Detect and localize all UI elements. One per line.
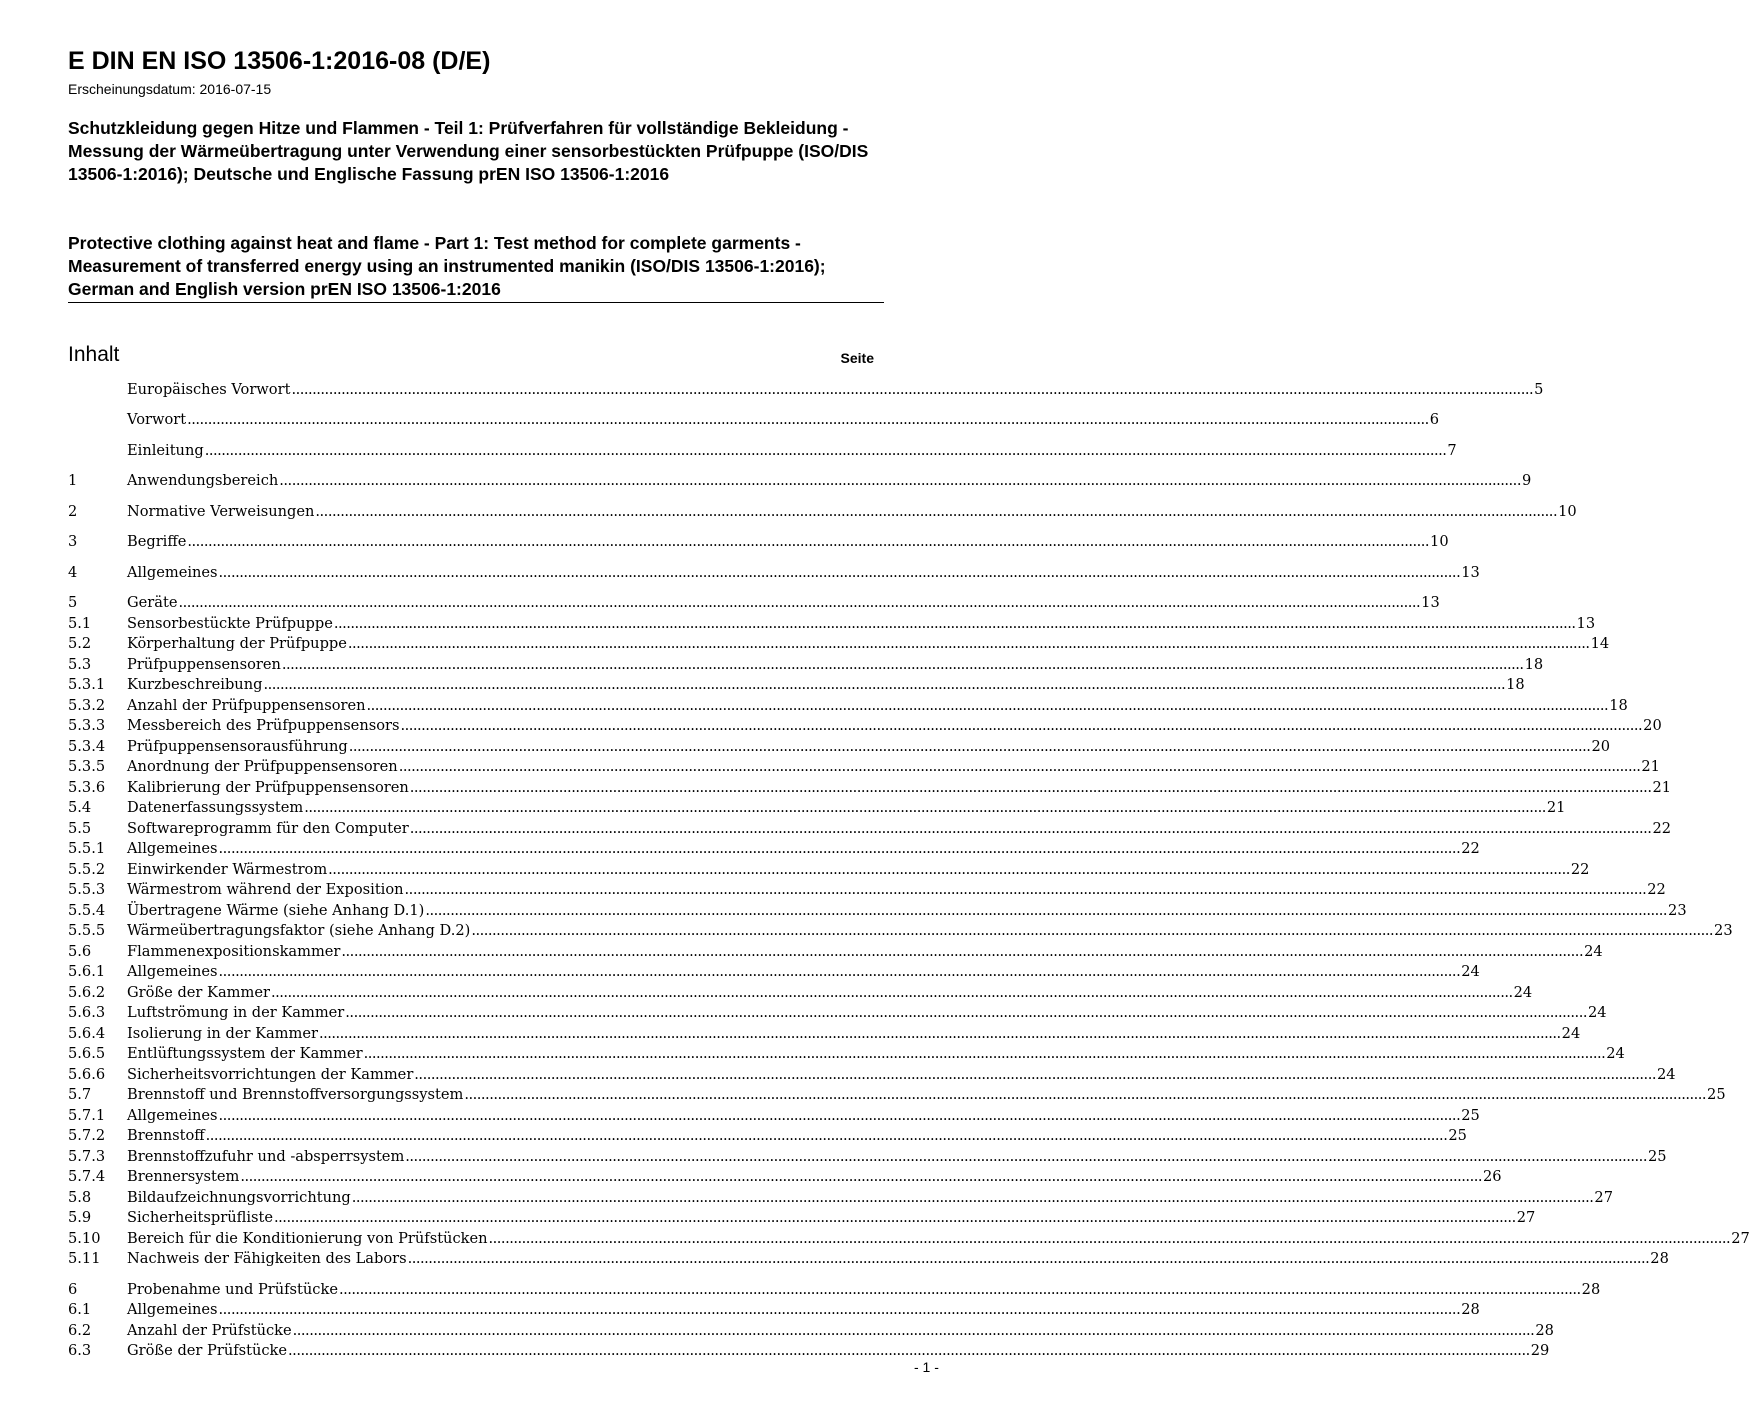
toc-entry-title: Anzahl der Prüfpuppensensoren xyxy=(127,697,366,714)
toc-entry-page: 18 xyxy=(1506,676,1525,693)
toc-entry-title: Größe der Kammer xyxy=(127,984,270,1001)
toc-entry-page: 20 xyxy=(1591,738,1611,755)
toc-entry[interactable] xyxy=(68,1341,1550,1361)
toc-entry-title: Allgemeines xyxy=(127,1107,218,1124)
toc-entry-title: Sensorbestückte Prüfpuppe xyxy=(127,615,333,632)
toc-entry-number: 5.1 xyxy=(68,615,92,632)
toc-entry-number: 5.5.4 xyxy=(68,902,106,919)
toc-entry-title: Allgemeines xyxy=(127,1301,218,1318)
toc-entry-page: 21 xyxy=(1652,779,1672,796)
toc-entry-title: Messbereich des Prüfpuppensensors xyxy=(127,717,400,734)
toc-entry-page: 24 xyxy=(1561,1025,1581,1042)
toc-entry-title: Europäisches Vorwort xyxy=(127,381,291,398)
toc-entry-title: Isolierung in der Kammer xyxy=(127,1025,318,1042)
toc-entry[interactable] xyxy=(68,563,1480,583)
toc-dot-leader: ............................................................................................................................................................................................................................................................................................................ xyxy=(270,984,1513,1001)
toc-entry-title: Wärmestrom während der Exposition xyxy=(127,881,404,898)
subtitle-german: Schutzkleidung gegen Hitze und Flammen - Teil 1: Prüfverfahren für vollständige Bekleidung - Messung der Wärmeübertragung unter Verwendung einer sensorbestückten Prüfpuppe (ISO/DIS 13506-1:2016); Deutsche und Englische Fassung prEN ISO 13506-1:2016 xyxy=(68,118,869,184)
toc-entry-page: 20 xyxy=(1643,717,1662,734)
toc-entry-page: 22 xyxy=(1652,820,1672,837)
toc-entry-page: 21 xyxy=(1641,758,1660,775)
toc-dot-leader: ............................................................................................................................................................................................................................................................................................................ xyxy=(328,861,1570,878)
toc-entry-page: 29 xyxy=(1530,1342,1550,1359)
toc-entry[interactable] xyxy=(68,819,1672,839)
toc-dot-leader: ............................................................................................................................................................................................................................................................................................................ xyxy=(407,1250,1650,1267)
toc-dot-leader: ............................................................................................................................................................................................................................................................................................................ xyxy=(218,1107,1461,1124)
toc-entry-title: Luftströmung in der Kammer xyxy=(127,1004,345,1021)
toc-entry-number: 5.7.4 xyxy=(68,1168,106,1185)
toc-entry-title: Kurzbeschreibung xyxy=(127,676,263,693)
toc-entry-title: Kalibrierung der Prüfpuppensensoren xyxy=(127,779,409,796)
toc-dot-leader: ............................................................................................................................................................................................................................................................................................................ xyxy=(218,1301,1461,1318)
toc-dot-leader: ............................................................................................................................................................................................................................................................................................................ xyxy=(274,1209,1516,1226)
toc-entry[interactable] xyxy=(68,921,1733,941)
toc-entry-number: 5.5.2 xyxy=(68,861,106,878)
toc-entry-page: 28 xyxy=(1581,1281,1601,1298)
toc-entry-title: Größe der Prüfstücke xyxy=(127,1342,288,1359)
toc-entry-title: Brennstoff und Brennstoffversorgungssystem xyxy=(127,1086,464,1103)
toc-entry[interactable] xyxy=(68,696,1628,716)
toc-entry-page: 22 xyxy=(1647,881,1666,898)
toc-entry-number: 5.3.3 xyxy=(68,717,106,734)
toc-dot-leader: ............................................................................................................................................................................................................................................................................................................ xyxy=(205,1127,1448,1144)
toc-dot-leader: ............................................................................................................................................................................................................................................................................................................ xyxy=(292,1322,1535,1339)
toc-entry-number: 5.8 xyxy=(68,1189,92,1206)
toc-entry-page: 14 xyxy=(1590,635,1610,652)
toc-dot-leader: ............................................................................................................................................................................................................................................................................................................ xyxy=(318,1025,1561,1042)
toc-entry[interactable] xyxy=(68,1065,1676,1085)
toc-dot-leader: ............................................................................................................................................................................................................................................................................................................ xyxy=(409,820,1652,837)
toc-entry[interactable] xyxy=(68,634,1610,654)
toc-entry-page: 7 xyxy=(1447,442,1457,459)
toc-dot-leader: ............................................................................................................................................................................................................................................................................................................ xyxy=(279,472,1521,489)
toc-entry[interactable] xyxy=(68,1280,1601,1300)
toc-entry-page: 23 xyxy=(1714,922,1733,939)
toc-entry-number: 2 xyxy=(68,503,78,520)
toc-entry[interactable] xyxy=(68,1321,1554,1341)
toc-entry[interactable] xyxy=(68,839,1480,859)
toc-dot-leader: ............................................................................................................................................................................................................................................................................................................ xyxy=(348,738,1591,755)
toc-dot-leader: ............................................................................................................................................................................................................................................................................................................ xyxy=(315,503,1558,520)
toc-dot-leader: ............................................................................................................................................................................................................................................................................................................ xyxy=(363,1045,1606,1062)
toc-dot-leader: ............................................................................................................................................................................................................................................................................................................ xyxy=(281,656,1524,673)
toc-entry[interactable] xyxy=(68,614,1596,634)
toc-entry-page: 18 xyxy=(1609,697,1628,714)
toc-entry-number: 5.10 xyxy=(68,1230,101,1247)
document-title: E DIN EN ISO 13506-1:2016-08 (D/E) xyxy=(68,47,491,75)
toc-entry-page: 25 xyxy=(1448,1127,1467,1144)
toc-entry-number: 3 xyxy=(68,533,78,550)
toc-entry-number: 5.5.1 xyxy=(68,840,106,857)
toc-entry-page: 28 xyxy=(1650,1250,1669,1267)
toc-entry-page: 13 xyxy=(1421,594,1440,611)
toc-entry-title: Anzahl der Prüfstücke xyxy=(127,1322,292,1339)
toc-dot-leader: ............................................................................................................................................................................................................................................................................................................ xyxy=(218,963,1461,980)
toc-dot-leader: ............................................................................................................................................................................................................................................................................................................ xyxy=(178,594,1421,611)
toc-entry-page: 27 xyxy=(1594,1189,1613,1206)
toc-entry-title: Datenerfassungssystem xyxy=(127,799,304,816)
toc-dot-leader: ............................................................................................................................................................................................................................................................................................................ xyxy=(400,717,1643,734)
toc-entry-title: Wärmeübertragungsfaktor (siehe Anhang D.2) xyxy=(127,922,471,939)
toc-entry-title: Sicherheitsvorrichtungen der Kammer xyxy=(127,1066,414,1083)
toc-entry-number: 6 xyxy=(68,1281,78,1298)
toc-dot-leader: ............................................................................................................................................................................................................................................................................................................ xyxy=(341,943,1584,960)
toc-dot-leader: ............................................................................................................................................................................................................................................................................................................ xyxy=(187,533,1430,550)
toc-entry[interactable] xyxy=(68,1085,1726,1105)
toc-dot-leader: ............................................................................................................................................................................................................................................................................................................ xyxy=(345,1004,1587,1021)
toc-dot-leader: ............................................................................................................................................................................................................................................................................................................ xyxy=(187,411,1429,428)
toc-entry[interactable] xyxy=(68,532,1449,552)
toc-entry[interactable] xyxy=(68,1167,1502,1187)
toc-entry[interactable] xyxy=(68,860,1590,880)
toc-entry-page: 24 xyxy=(1606,1045,1625,1062)
toc-entry-number: 5.7.1 xyxy=(68,1107,106,1124)
toc-entry-number: 5.3.2 xyxy=(68,697,106,714)
toc-entry-page: 28 xyxy=(1461,1301,1480,1318)
toc-entry[interactable] xyxy=(68,410,1440,430)
toc-dot-leader: ............................................................................................................................................................................................................................................................................................................ xyxy=(291,381,1534,398)
toc-dot-leader: ............................................................................................................................................................................................................................................................................................................ xyxy=(338,1281,1581,1298)
toc-entry-page: 24 xyxy=(1461,963,1480,980)
toc-dot-leader: ............................................................................................................................................................................................................................................................................................................ xyxy=(218,840,1461,857)
toc-entry[interactable] xyxy=(68,675,1525,695)
toc-dot-leader: ............................................................................................................................................................................................................................................................................................................ xyxy=(366,697,1609,714)
toc-entry-page: 23 xyxy=(1668,902,1687,919)
toc-entry-number: 5.3 xyxy=(68,656,92,673)
toc-dot-leader: ............................................................................................................................................................................................................................................................................................................ xyxy=(404,881,1647,898)
toc-entry[interactable] xyxy=(68,1188,1613,1208)
toc-dot-leader: ............................................................................................................................................................................................................................................................................................................ xyxy=(347,635,1590,652)
toc-entry-number: 5.7 xyxy=(68,1086,92,1103)
toc-entry[interactable] xyxy=(68,471,1532,491)
toc-entry[interactable] xyxy=(68,1208,1536,1228)
toc-entry-number: 5.6.5 xyxy=(68,1045,106,1062)
toc-entry-number: 5.3.6 xyxy=(68,779,106,796)
toc-entry-number: 5.5 xyxy=(68,820,92,837)
toc-entry-number: 5 xyxy=(68,594,78,611)
toc-entry-number: 5.9 xyxy=(68,1209,92,1226)
toc-entry[interactable] xyxy=(68,1024,1581,1044)
toc-entry-number: 5.5.5 xyxy=(68,922,106,939)
toc-entry-page: 13 xyxy=(1576,615,1596,632)
toc-entry-title: Bereich für die Konditionierung von Prüfstücken xyxy=(127,1230,488,1247)
toc-entry-title: Flammenexpositionskammer xyxy=(127,943,341,960)
toc-entry[interactable] xyxy=(68,778,1672,798)
toc-dot-leader: ............................................................................................................................................................................................................................................................................................................ xyxy=(218,564,1461,581)
toc-entry-page: 9 xyxy=(1521,472,1532,489)
toc-entry-page: 24 xyxy=(1513,984,1533,1001)
toc-entry-page: 26 xyxy=(1483,1168,1502,1185)
toc-dot-leader: ............................................................................................................................................................................................................................................................................................................ xyxy=(304,799,1546,816)
toc-dot-leader: ............................................................................................................................................................................................................................................................................................................ xyxy=(333,615,1576,632)
toc-dot-leader: ............................................................................................................................................................................................................................................................................................................ xyxy=(488,1230,1731,1247)
toc-entry-title: Brennersystem xyxy=(127,1168,240,1185)
toc-entry-number: 5.3.4 xyxy=(68,738,106,755)
toc-entry-title: Bildaufzeichnungsvorrichtung xyxy=(127,1189,351,1206)
toc-entry[interactable] xyxy=(68,1229,1750,1249)
toc-entry-page: 25 xyxy=(1707,1086,1726,1103)
toc-dot-leader: ............................................................................................................................................................................................................................................................................................................ xyxy=(351,1189,1594,1206)
toc-entry-page: 27 xyxy=(1731,1230,1750,1247)
toc-entry-number: 5.6.1 xyxy=(68,963,106,980)
toc-dot-leader: ............................................................................................................................................................................................................................................................................................................ xyxy=(425,902,1668,919)
toc-entry-title: Körperhaltung der Prüfpuppe xyxy=(127,635,347,652)
toc-entry[interactable] xyxy=(68,1106,1480,1126)
toc-dot-leader: ............................................................................................................................................................................................................................................................................................................ xyxy=(263,676,1506,693)
toc-entry-title: Softwareprogramm für den Computer xyxy=(127,820,409,837)
toc-entry-number: 5.7.3 xyxy=(68,1148,106,1165)
toc-entry-number: 5.6.2 xyxy=(68,984,106,1001)
toc-entry-title: Entlüftungssystem der Kammer xyxy=(127,1045,363,1062)
toc-entry-page: 25 xyxy=(1461,1107,1480,1124)
toc-entry[interactable] xyxy=(68,716,1662,736)
toc-entry-title: Prüfpuppensensorausführung xyxy=(127,738,348,755)
toc-entry-page: 22 xyxy=(1461,840,1480,857)
toc-entry[interactable] xyxy=(68,1249,1669,1269)
toc-entry-page: 13 xyxy=(1461,564,1480,581)
toc-entry-page: 24 xyxy=(1656,1066,1676,1083)
toc-entry[interactable] xyxy=(68,1147,1667,1167)
toc-entry-page: 24 xyxy=(1584,943,1603,960)
toc-entry-title: Einwirkender Wärmestrom xyxy=(127,861,328,878)
toc-entry[interactable] xyxy=(68,880,1666,900)
toc-entry-title: Begriffe xyxy=(127,533,187,550)
toc-entry-number: 5.6.4 xyxy=(68,1025,106,1042)
toc-entry-title: Brennstoff xyxy=(127,1127,205,1144)
toc-entry[interactable] xyxy=(68,593,1440,613)
toc-entry-title: Anordnung der Prüfpuppensensoren xyxy=(127,758,398,775)
toc-entry-title: Prüfpuppensensoren xyxy=(127,656,281,673)
toc-entry-number: 5.11 xyxy=(68,1250,101,1267)
toc-entry[interactable] xyxy=(68,1003,1607,1023)
toc-entry-number: 5.4 xyxy=(68,799,92,816)
page-number: - 1 - xyxy=(914,1359,939,1375)
toc-dot-leader: ............................................................................................................................................................................................................................................................................................................ xyxy=(204,442,1447,459)
toc-entry-page: 27 xyxy=(1516,1209,1536,1226)
toc-entry-page: 25 xyxy=(1647,1148,1667,1165)
toc-entry-number: 5.3.1 xyxy=(68,676,106,693)
toc-entry-title: Probenahme und Prüfstücke xyxy=(127,1281,338,1298)
toc-entry-number: 6.1 xyxy=(68,1301,92,1318)
toc-entry-title: Brennstoffzufuhr und -absperrsystem xyxy=(127,1148,405,1165)
toc-entry-number: 6.2 xyxy=(68,1322,92,1339)
toc-entry-title: Übertragene Wärme (siehe Anhang D.1) xyxy=(127,902,425,919)
publication-date: Erscheinungsdatum: 2016-07-15 xyxy=(68,81,272,97)
toc-entry-number: 5.6.6 xyxy=(68,1066,106,1083)
toc-entry[interactable] xyxy=(68,798,1566,818)
toc-dot-leader: ............................................................................................................................................................................................................................................................................................................ xyxy=(288,1342,1530,1359)
toc-entry-number: 5.6 xyxy=(68,943,92,960)
toc-heading: Inhalt xyxy=(68,343,120,366)
toc-dot-leader: ............................................................................................................................................................................................................................................................................................................ xyxy=(464,1086,1707,1103)
toc-page-column-label: Seite xyxy=(840,350,874,366)
toc-entry-title: Allgemeines xyxy=(127,963,218,980)
toc-entry-title: Sicherheitsprüfliste xyxy=(127,1209,274,1226)
toc-entry-title: Geräte xyxy=(127,594,178,611)
toc-entry[interactable] xyxy=(68,655,1544,675)
toc-entry[interactable] xyxy=(68,502,1577,522)
toc-entry-page: 18 xyxy=(1524,656,1544,673)
toc-entry-page: 6 xyxy=(1429,411,1440,428)
toc-entry-page: 28 xyxy=(1535,1322,1554,1339)
toc-entry-page: 10 xyxy=(1558,503,1577,520)
toc-entry[interactable] xyxy=(68,1300,1480,1320)
toc-entry-number: 4 xyxy=(68,564,78,581)
toc-dot-leader: ............................................................................................................................................................................................................................................................................................................ xyxy=(405,1148,1647,1165)
toc-entry[interactable] xyxy=(68,737,1611,757)
toc-entry-number: 5.3.5 xyxy=(68,758,106,775)
toc-entry[interactable] xyxy=(68,1044,1625,1064)
toc-entry[interactable] xyxy=(68,901,1687,921)
toc-entry-title: Anwendungsbereich xyxy=(127,472,279,489)
toc-entry-number: 5.6.3 xyxy=(68,1004,106,1021)
toc-entry-page: 22 xyxy=(1570,861,1590,878)
toc-entry-number: 1 xyxy=(68,472,78,489)
toc-dot-leader: ............................................................................................................................................................................................................................................................................................................ xyxy=(240,1168,1482,1185)
toc-entry-page: 21 xyxy=(1546,799,1566,816)
toc-entry-number: 6.3 xyxy=(68,1342,92,1359)
toc-entry-title: Nachweis der Fähigkeiten des Labors xyxy=(127,1250,407,1267)
toc-entry[interactable] xyxy=(68,757,1660,777)
toc-entry[interactable] xyxy=(68,983,1533,1003)
toc-entry[interactable] xyxy=(68,380,1544,400)
toc-dot-leader: ............................................................................................................................................................................................................................................................................................................ xyxy=(398,758,1641,775)
toc-dot-leader: ............................................................................................................................................................................................................................................................................................................ xyxy=(471,922,1714,939)
toc-dot-leader: ............................................................................................................................................................................................................................................................................................................ xyxy=(409,779,1652,796)
toc-entry[interactable] xyxy=(68,942,1603,962)
toc-entry-number: 5.5.3 xyxy=(68,881,106,898)
toc-entry-number: 5.7.2 xyxy=(68,1127,106,1144)
toc-dot-leader: ............................................................................................................................................................................................................................................................................................................ xyxy=(414,1066,1656,1083)
toc-entry[interactable] xyxy=(68,441,1457,461)
toc-entry[interactable] xyxy=(68,1126,1467,1146)
toc-entry-number: 5.2 xyxy=(68,635,92,652)
toc-entry-title: Allgemeines xyxy=(127,840,218,857)
toc-entry[interactable] xyxy=(68,962,1480,982)
subtitle-english: Protective clothing against heat and flame - Part 1: Test method for complete garments - Measurement of transferred energy using an instrumented manikin (ISO/DIS 13506-1:2016); German and English version prEN ISO 13506-1:2016 xyxy=(68,233,826,299)
toc-entry-title: Allgemeines xyxy=(127,564,218,581)
toc-entry-page: 10 xyxy=(1430,533,1449,550)
toc-entry-title: Vorwort xyxy=(127,411,187,428)
toc-entry-title: Einleitung xyxy=(127,442,204,459)
toc-entry-title: Normative Verweisungen xyxy=(127,503,315,520)
toc-entry-page: 24 xyxy=(1587,1004,1607,1021)
toc-entry-page: 5 xyxy=(1534,381,1544,398)
